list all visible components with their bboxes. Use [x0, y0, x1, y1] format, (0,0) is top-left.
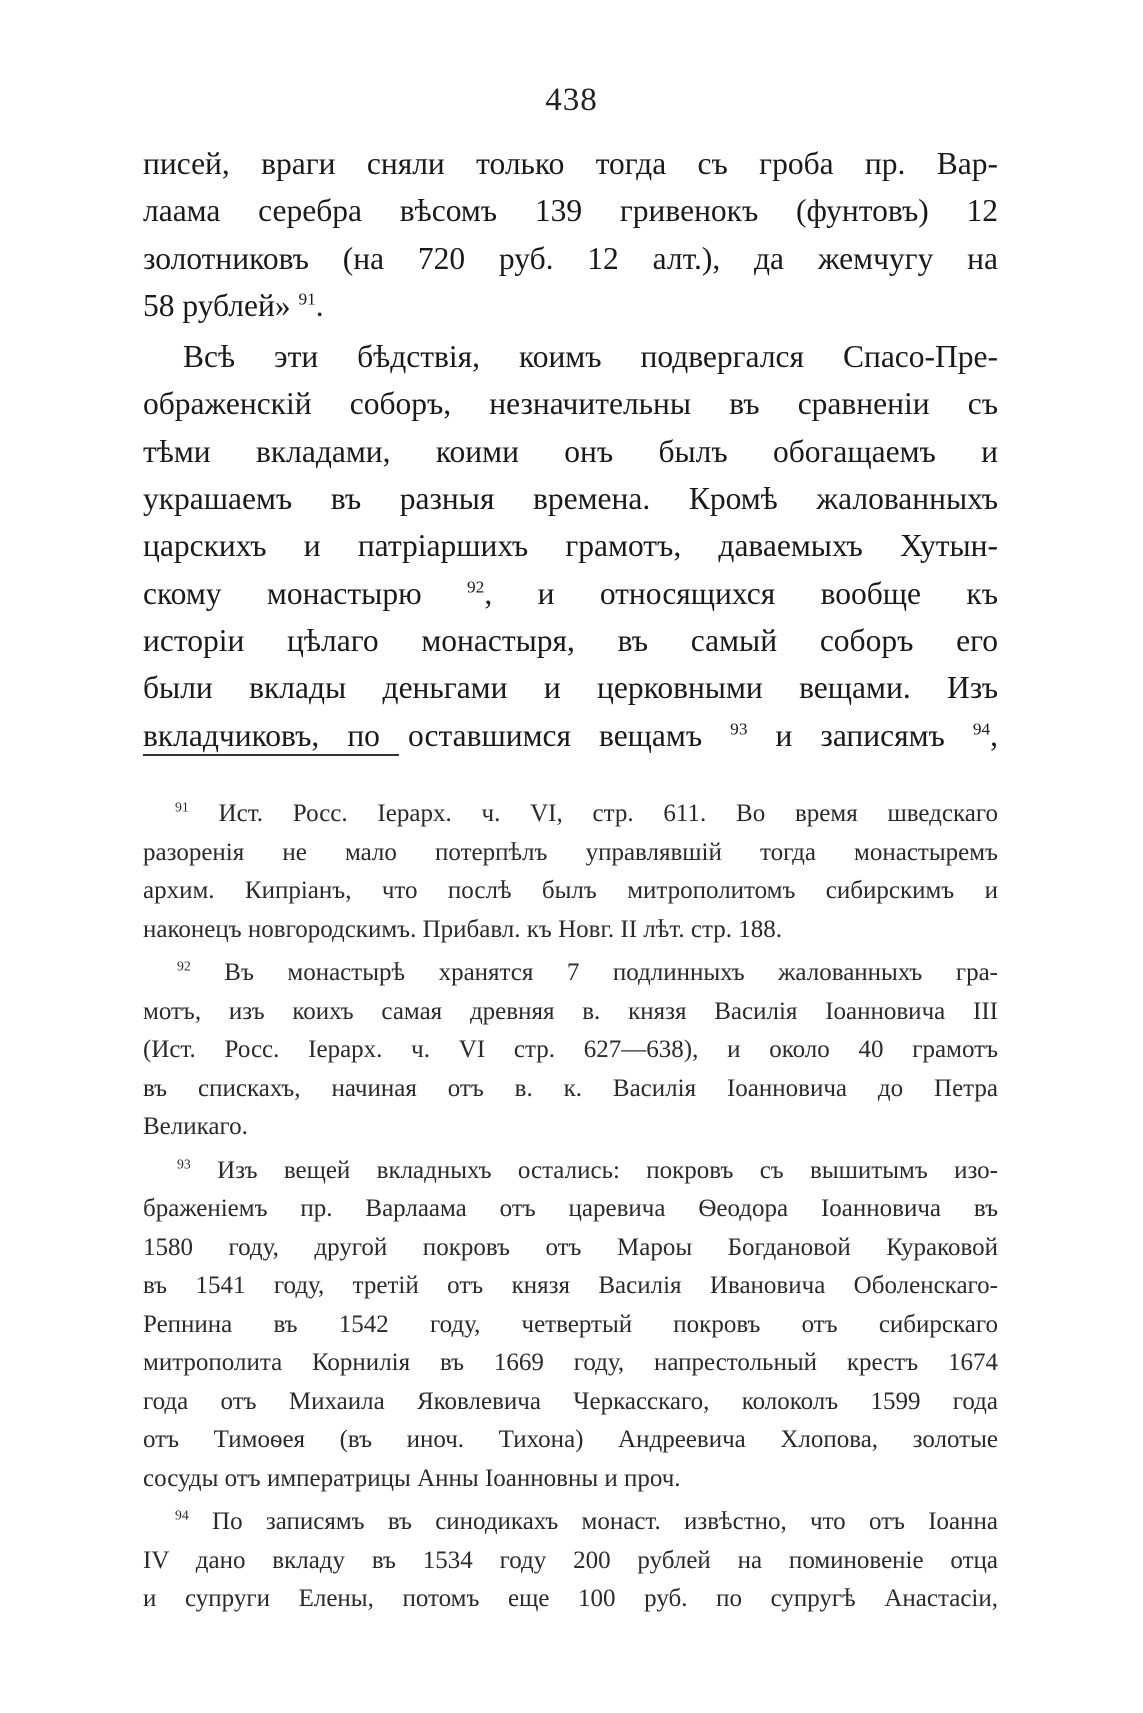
- main-line: 58 рублей» $^{91}$.: [143, 287, 324, 323]
- footnote-marker-91: 91: [175, 799, 189, 815]
- footnote-line: сосуды отъ императрицы Анны Іоанновны и проч.: [143, 1464, 681, 1492]
- footnote-line: мотъ, изъ коихъ самая древняя в. князя Василія Іоанновича III: [143, 997, 998, 1025]
- footnote-text: Ист. Росс. Іерарх. ч. VI, стр. 611. Во время шведскаго: [218, 800, 998, 827]
- main-line: украшаемъ въ разныя времена. Кромѣ жалованныхъ: [143, 481, 998, 517]
- footnote-line: архим. Кипріанъ, что послѣ былъ митрополитомъ сибирскимъ и: [143, 877, 998, 904]
- footnote-line: разоренія не мало потерпѣлъ управлявшій тогда монастыремъ: [143, 838, 998, 866]
- main-line: писей, враги сняли только тогда съ гроба пр. Вар-: [143, 146, 998, 181]
- footnote-line: IV дано вкладу въ 1534 году 200 рублей на поминовеніе отца: [143, 1546, 998, 1574]
- footnote-line: въ 1541 году, третій отъ князя Василія Ивановича Оболенскаго-: [143, 1272, 998, 1299]
- footnote-line: (Ист. Росс. Іерарх. ч. VI стр. 627—638), и около 40 грамотъ: [143, 1036, 998, 1063]
- footnote-line: митрополита Корнилія въ 1669 году, напрестольный крестъ 1674: [143, 1349, 998, 1376]
- page-number: 438: [545, 82, 598, 118]
- footnote-marker-94: 94: [175, 1507, 189, 1523]
- main-line-text: ,: [990, 717, 999, 753]
- main-line: ображенскій соборъ, незначительны въ сравненіи съ: [143, 386, 998, 422]
- footnote-ref-93: 93: [730, 719, 748, 739]
- footnote-line: въ спискахъ, начиная отъ в. к. Василія Іоанновича до Петра: [143, 1074, 998, 1102]
- footnote-line: года отъ Михаила Яковлевича Черкасскаго, колоколъ 1599 года: [143, 1387, 998, 1415]
- footnote-line: и супруги Елены, потомъ еще 100 руб. по супругѣ Анастасіи,: [143, 1585, 998, 1612]
- footnote-text: Въ монастырѣ хранятся 7 подлинныхъ жалованныхъ гра-: [224, 959, 998, 986]
- footnote-line: Великаго.: [143, 1113, 248, 1140]
- main-line-text: , и относящихся вообще къ: [484, 575, 998, 611]
- main-line: золотниковъ (на 720 руб. 12 алт.), да жемчугу на: [143, 240, 998, 276]
- main-line: были вклады деньгами и церковными вещами. Изъ: [143, 670, 998, 706]
- footnote-ref-94: 94: [972, 719, 991, 739]
- main-line: исторіи цѣлаго монастыря, въ самый соборъ его: [143, 622, 998, 658]
- footnotes: [143, 795, 998, 1619]
- main-line: [143, 570, 998, 617]
- main-line-text: и записямъ: [775, 717, 945, 753]
- main-line: Всѣ эти бѣдствія, коимъ подвергался Спасо-Пре-: [183, 339, 998, 375]
- footnote-line: [143, 954, 998, 993]
- footnote-line: 1580 году, другой покровъ отъ Мароы Богдановой Кураковой: [143, 1233, 998, 1261]
- footnote-ref-92: 92: [467, 577, 485, 597]
- main-line-text: вкладчиковъ, по оставшимся вещамъ: [143, 717, 703, 753]
- footnote-line: отъ Тимоѳея (въ иноч. Тихона) Андреевича Хлопова, золотые: [143, 1426, 998, 1453]
- footnote-text: Изъ вещей вкладныхъ остались: покровъ съ вышитымъ изо-: [217, 1156, 999, 1184]
- footnote-separator: [143, 754, 399, 756]
- footnote-text: По записямъ въ синодикахъ монаст. извѣстно, что отъ Іоанна: [212, 1508, 998, 1535]
- footnote-ref-91: 91: [298, 289, 316, 309]
- main-line: тѣми вкладами, коими онъ былъ обогащаемъ и: [143, 433, 998, 469]
- footnote-marker-93: 93: [177, 1156, 191, 1172]
- footnote-line: браженіемъ пр. Варлаама отъ царевича Ѳеодора Іоанновича въ: [143, 1195, 998, 1222]
- main-line: царскихъ и патріаршихъ грамотъ, даваемыхъ Хутын-: [143, 528, 998, 564]
- main-line: [143, 712, 998, 759]
- main-line-text: скому монастырю: [143, 575, 422, 611]
- main-line: лаама серебра вѣсомъ 139 гривенокъ (фунтовъ) 12: [143, 193, 998, 229]
- main-text: [143, 140, 998, 759]
- footnote-line: [143, 795, 998, 834]
- footnote-line: [143, 1503, 998, 1542]
- footnote-line: Репнина въ 1542 году, четвертый покровъ отъ сибирскаго: [143, 1310, 998, 1338]
- footnote-line: наконецъ новгородскимъ. Прибавл. къ Новг. II лѣт. стр. 188.: [143, 915, 782, 943]
- main-line-text: 58 рублей»: [143, 287, 291, 323]
- footnote-line: [143, 1152, 998, 1191]
- footnote-marker-92: 92: [177, 958, 191, 974]
